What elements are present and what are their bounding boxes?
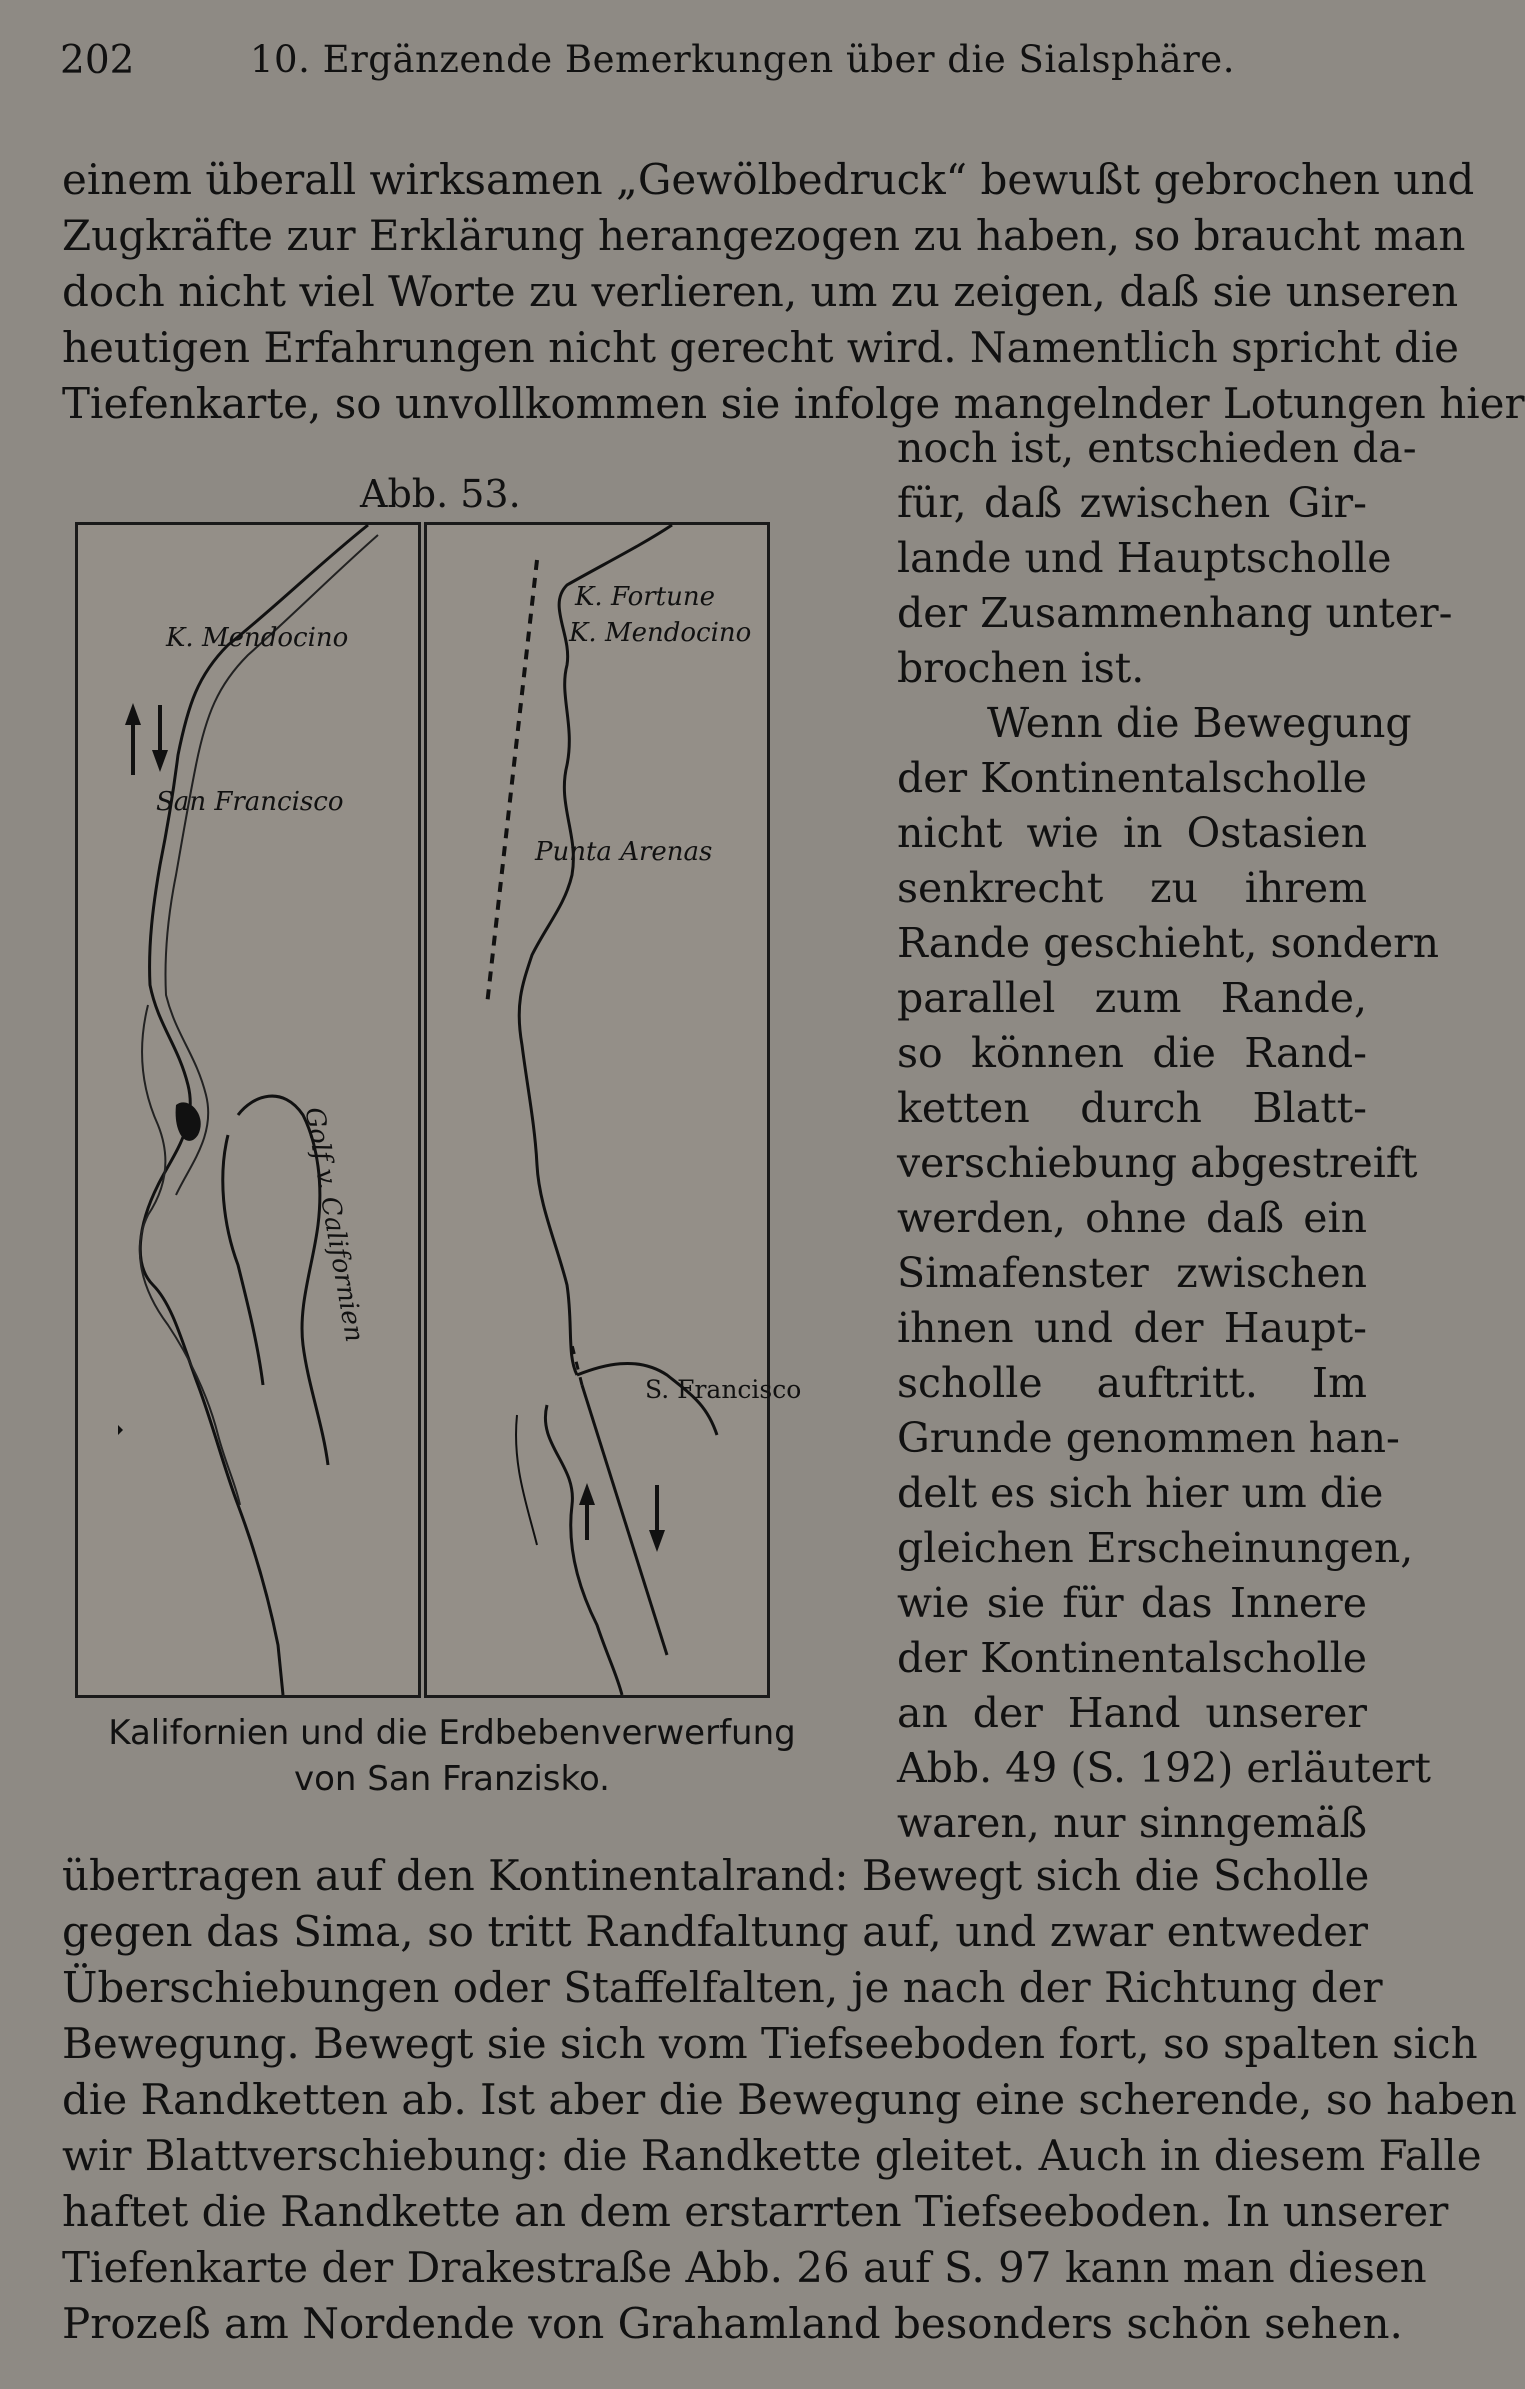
caption-line: von San Franzisko. bbox=[294, 1759, 610, 1799]
text-line: die Randketten ab. Ist aber die Bewegung eine scherende, so haben bbox=[62, 2075, 1517, 2124]
column-line: lande und Hauptscholle bbox=[897, 534, 1392, 582]
column-line: der Zusammenhang unter- bbox=[897, 589, 1453, 637]
page-number: 202 bbox=[60, 38, 135, 83]
text-line: Bewegung. Bewegt sie sich vom Tiefseeboden fort, so spalten sich bbox=[62, 2019, 1478, 2068]
figure-label: Abb. 53. bbox=[360, 472, 521, 516]
column-line: Abb. 49 (S. 192) erläutert bbox=[897, 1744, 1431, 1792]
page-header bbox=[60, 38, 1336, 98]
text-line: gegen das Sima, so tritt Randfaltung auf, und zwar entweder bbox=[62, 1907, 1368, 1956]
label-k-fortune: K. Fortune bbox=[575, 582, 715, 612]
running-head: 10. Ergänzende Bemerkungen über die Sialsphäre. bbox=[250, 38, 1235, 81]
label-san-francisco: San Francisco bbox=[156, 787, 344, 817]
california-coastline-drawing bbox=[78, 525, 418, 1695]
column-line: waren, nur sinngemäß bbox=[897, 1799, 1367, 1847]
text-line: Prozeß am Nordende von Grahamland besonders schön sehen. bbox=[62, 2299, 1403, 2348]
label-punta-arenas: Punta Arenas bbox=[535, 837, 713, 867]
text-line: haftet die Randkette an dem erstarrten Tiefseeboden. In unserer bbox=[62, 2187, 1449, 2236]
text-line: doch nicht viel Worte zu verlieren, um zu zeigen, daß sie unseren bbox=[62, 267, 1459, 316]
figure-53 bbox=[62, 452, 842, 1802]
label-k-mendocino-right: K. Mendocino bbox=[569, 618, 752, 648]
column-line: ihnen und der Haupt- bbox=[897, 1304, 1367, 1352]
text-line: heutigen Erfahrungen nicht gerecht wird. Namentlich spricht die bbox=[62, 323, 1460, 372]
column-line: senkrecht zu ihrem bbox=[897, 864, 1367, 912]
column-line: Rande geschieht, sondern bbox=[897, 919, 1440, 967]
column-line: Simafenster zwischen bbox=[897, 1249, 1367, 1297]
map-south-america bbox=[424, 522, 802, 1698]
column-line: scholle auftritt. Im bbox=[897, 1359, 1367, 1407]
text-line: Tiefenkarte, so unvollkommen sie infolge mangelnder Lotungen hier bbox=[62, 379, 1525, 428]
text-line: Überschiebungen oder Staffelfalten, je nach der Richtung der bbox=[62, 1963, 1383, 2012]
column-line: für, daß zwischen Gir- bbox=[897, 479, 1367, 527]
label-gulf-california: Golf v. Californien bbox=[298, 1105, 370, 1345]
column-line: so können die Rand- bbox=[897, 1029, 1367, 1077]
column-line: Wenn die Bewegung bbox=[987, 699, 1412, 747]
caption-line: Kalifornien und die Erdbebenverwerfung bbox=[108, 1713, 796, 1753]
text-line: Zugkräfte zur Erklärung herangezogen zu haben, so braucht man bbox=[62, 211, 1466, 260]
text-line: einem überall wirksamen „Gewölbedruck“ bewußt gebrochen und bbox=[62, 155, 1475, 204]
south-america-coastline-drawing bbox=[427, 525, 767, 1695]
column-line: Grunde genommen han- bbox=[897, 1414, 1400, 1462]
column-line: ketten durch Blatt- bbox=[897, 1084, 1367, 1132]
figure-caption bbox=[62, 1710, 842, 1802]
column-line: an der Hand unserer bbox=[897, 1689, 1367, 1737]
column-line: verschiebung abgestreift bbox=[897, 1139, 1418, 1187]
text-line: Tiefenkarte der Drakestraße Abb. 26 auf S. 97 kann man diesen bbox=[62, 2243, 1427, 2292]
label-k-mendocino: K. Mendocino bbox=[166, 623, 349, 653]
column-line: der Kontinentalscholle bbox=[897, 754, 1368, 802]
column-line: wie sie für das Innere bbox=[897, 1579, 1367, 1627]
column-line: der Kontinentalscholle bbox=[897, 1634, 1368, 1682]
column-line: gleichen Erscheinungen, bbox=[897, 1524, 1414, 1572]
column-line: parallel zum Rande, bbox=[897, 974, 1367, 1022]
label-s-francisco: S. Francisco bbox=[645, 1375, 802, 1404]
column-line: delt es sich hier um die bbox=[897, 1469, 1384, 1517]
column-line: werden, ohne daß ein bbox=[897, 1194, 1367, 1242]
map-california bbox=[75, 522, 421, 1698]
column-line: nicht wie in Ostasien bbox=[897, 809, 1367, 857]
text-line: übertragen auf den Kontinentalrand: Bewegt sich die Scholle bbox=[62, 1851, 1370, 1900]
column-line: noch ist, entschieden da- bbox=[897, 424, 1417, 472]
text-line: wir Blattverschiebung: die Randkette gleitet. Auch in diesem Falle bbox=[62, 2131, 1482, 2180]
column-line: brochen ist. bbox=[897, 644, 1145, 692]
